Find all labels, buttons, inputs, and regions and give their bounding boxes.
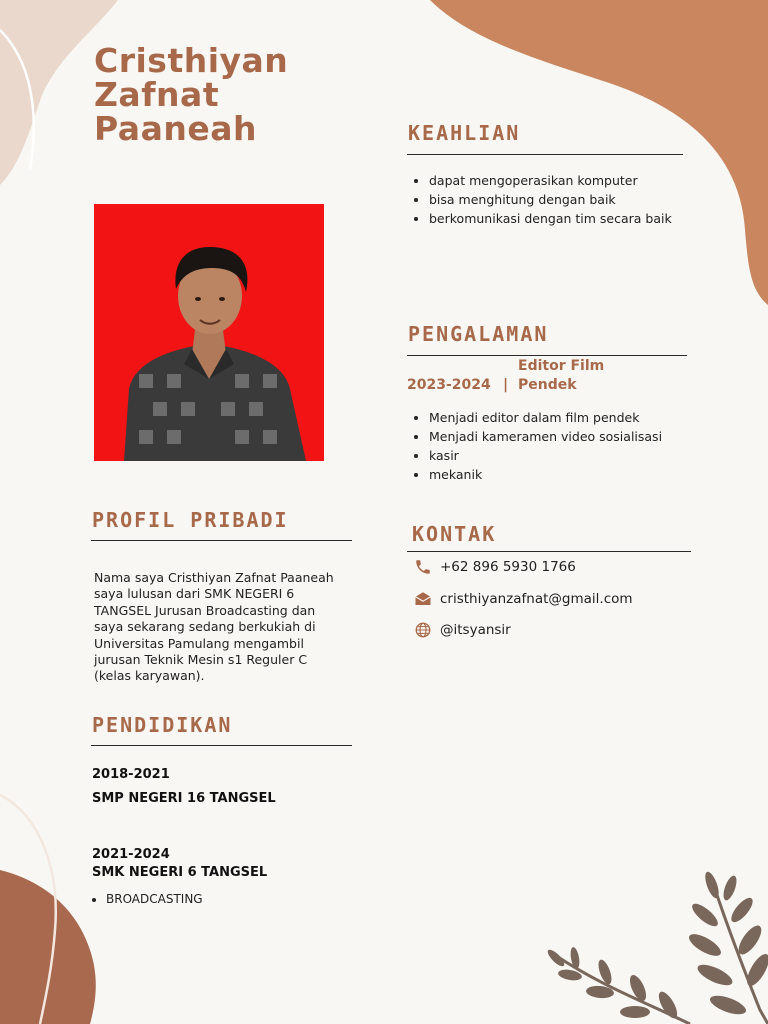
contact-phone[interactable]: +62 896 5930 1766 bbox=[440, 559, 576, 575]
skill-item: • berkomunikasi dengan tim secara baik bbox=[429, 209, 679, 228]
contact-email-row[interactable] bbox=[414, 589, 633, 609]
contact-social[interactable]: @itsyansir bbox=[440, 622, 511, 638]
skill-item: • dapat mengoperasikan komputer bbox=[429, 171, 679, 190]
person-illustration bbox=[94, 204, 324, 461]
leaf-branch-right bbox=[686, 870, 768, 1024]
leaf-branch-left bbox=[545, 946, 690, 1024]
experience-item: • Menjadi kameramen video sosialisasi bbox=[429, 427, 679, 446]
education-school: SMP NEGERI 16 TANGSEL bbox=[92, 791, 276, 806]
contact-heading: KONTAK bbox=[412, 522, 497, 546]
education-major-list bbox=[84, 890, 306, 909]
phone-icon bbox=[414, 558, 432, 576]
globe-icon bbox=[414, 621, 432, 639]
name-line-2: Zafnat bbox=[94, 75, 220, 114]
profile-divider bbox=[91, 540, 352, 541]
top-right-blob bbox=[430, 0, 768, 305]
contact-phone-row[interactable] bbox=[414, 557, 576, 577]
name-line-1: Cristhiyan bbox=[94, 41, 289, 80]
experience-divider bbox=[407, 355, 687, 356]
experience-item: • Menjadi editor dalam film pendek bbox=[429, 408, 679, 427]
experience-item: • mekanik bbox=[429, 465, 679, 484]
experience-role-line-2: Pendek bbox=[518, 377, 577, 393]
name-line-3: Paaneah bbox=[94, 109, 257, 148]
education-years: 2018-2021 bbox=[92, 767, 170, 782]
contact-social-row[interactable] bbox=[414, 620, 511, 640]
education-years: 2021-2024 bbox=[92, 847, 170, 862]
full-name bbox=[94, 41, 394, 148]
skills-divider bbox=[407, 154, 683, 155]
bottom-left-blob bbox=[0, 870, 96, 1024]
contact-email[interactable]: cristhiyanzafnat@gmail.com bbox=[440, 591, 633, 607]
education-divider bbox=[91, 745, 352, 746]
experience-heading: PENGALAMAN bbox=[408, 322, 549, 346]
experience-list bbox=[407, 408, 679, 484]
experience-role-line-1: Editor Film bbox=[518, 358, 605, 374]
experience-separator: | bbox=[503, 377, 509, 393]
skills-list bbox=[407, 171, 679, 228]
profile-photo bbox=[94, 204, 324, 461]
mail-icon bbox=[414, 590, 432, 608]
experience-period: 2023-2024 bbox=[407, 377, 491, 393]
profile-text: Nama saya Cristhiyan Zafnat Paaneah saya lulusan dari SMK NEGERI 6 TANGSEL Jurusan Broadcasting dan saya sekarang sedang berkukiah di Universitas Pamulang mengambil jurusan Teknik Mesin s1 Reguler C (kelas karyawan). bbox=[94, 570, 334, 684]
skills-heading: KEAHLIAN bbox=[408, 121, 521, 145]
education-heading: PENDIDIKAN bbox=[92, 713, 233, 737]
profile-heading: PROFIL PRIBADI bbox=[92, 508, 289, 532]
skill-item: • bisa menghitung dengan baik bbox=[429, 190, 679, 209]
education-school: SMK NEGERI 6 TANGSEL bbox=[92, 865, 268, 880]
experience-item: • kasir bbox=[429, 446, 679, 465]
education-major: • BROADCASTING bbox=[106, 890, 306, 909]
contact-divider bbox=[407, 551, 691, 552]
